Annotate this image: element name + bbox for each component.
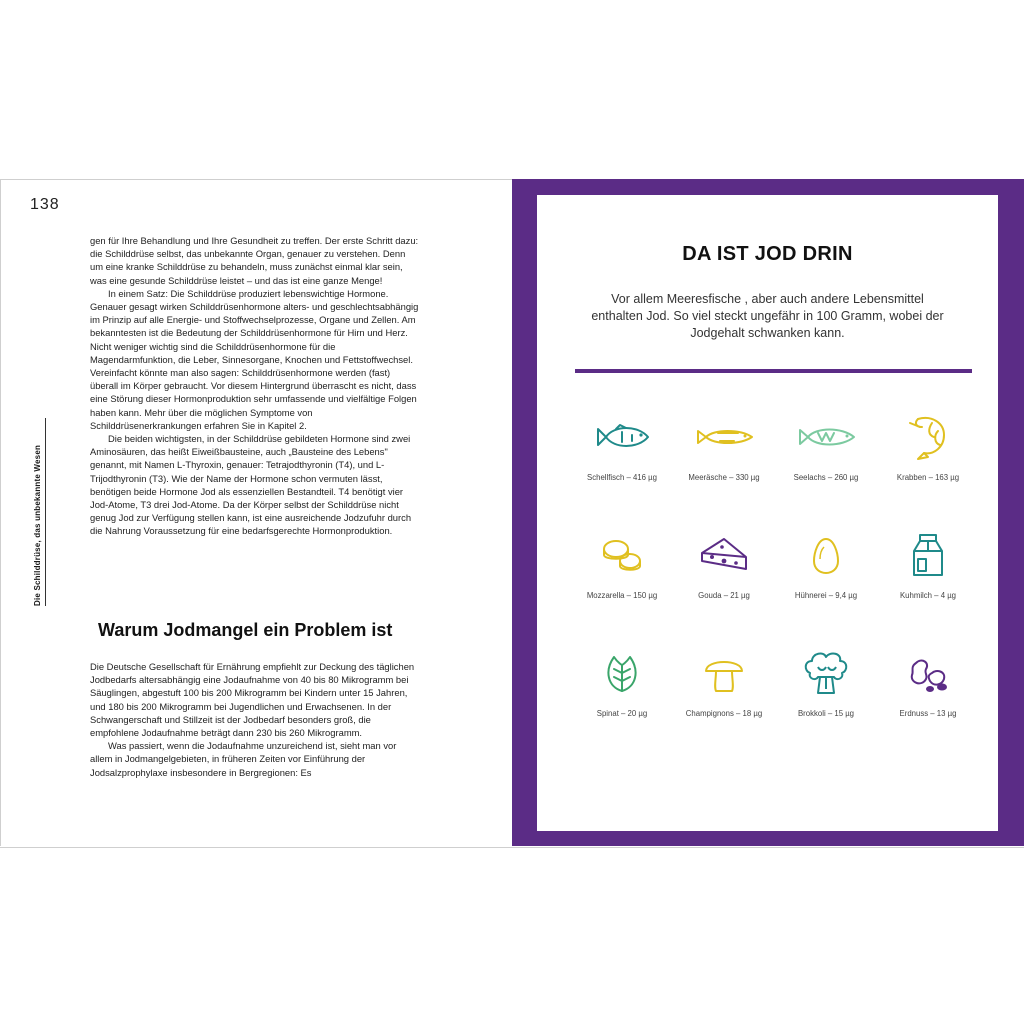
body-text-top <box>90 234 420 538</box>
fish-icon <box>592 413 652 461</box>
mushroom-icon <box>694 649 754 697</box>
mozzarella-icon <box>592 531 652 579</box>
food-label: Krabben – 163 µg <box>896 473 960 482</box>
food-item-gouda <box>679 531 769 600</box>
page-number: 138 <box>30 196 60 213</box>
food-label: Brokkoli – 15 µg <box>797 709 855 718</box>
food-item-spinat <box>577 649 667 718</box>
paragraph: Die Deutsche Gesellschaft für Ernährung empfiehlt zur Deckung des täglichen Jodbedarfs altersabhängig eine Jodaufnahme von 40 bis 80 Mikrogramm bei Säuglingen, abgestuft 100 bis 200 Mikrogramm bei Kindern unter 15 Jahren, und 180 bis 200 Mikrogramm bei Jugendlichen und Erwachsenen. In der Schwangerschaft und Stillzeit ist der Jodbedarf besonders groß, die empfohlene Jodaufnahme beträgt dann 230 bis 260 Mikrogramm. <box>90 661 415 739</box>
milk-carton-icon <box>898 531 958 579</box>
info-box-title: DA IST JOD DRIN <box>682 243 853 265</box>
paragraph: In einem Satz: Die Schilddrüse produziert lebenswichtige Hormone. Genauer gesagt wirken Schilddrüsenhormone alters- und geschlechtsabhängig im Prinzip auf alle Energie- und Stoffwechselprozesse, Organe und Zellen. Am bekanntesten ist die Bedeutung der Schilddrüsenhormone für Hirn und Herz. Nicht weniger wichtig sind die Schilddrüsenhormone für die Magendarmfunktion, die Leber, Sinnesorgane, Knochen und Fettstoffwechsel. Vereinfacht könnte man also sagen: Schilddrüsenhormone werden (fast) überall im Körper gebraucht. Vor diesem Hintergrund überrascht es nicht, dass eine Störung dieser Hormonproduktion sehr umfassende und vielfältige Folgen haben kann. Mehr über die möglichen Symptome von Schilddrüsenerkrankungen erfahren Sie in Kapitel 2. <box>90 287 419 431</box>
spinach-icon <box>592 649 652 697</box>
food-item-mozzarella <box>577 531 667 600</box>
divider <box>575 369 972 373</box>
food-label: Hühnerei – 9,4 µg <box>794 591 858 600</box>
shrimp-icon <box>898 413 958 461</box>
food-item-champignons <box>679 649 769 718</box>
peanut-icon <box>898 649 958 697</box>
fish-icon <box>796 413 856 461</box>
food-label: Schellfisch – 416 µg <box>587 473 657 482</box>
broccoli-icon <box>796 649 856 697</box>
food-item-krabben <box>883 413 973 482</box>
food-item-meeraesche <box>679 413 769 482</box>
food-label: Kuhmilch – 4 µg <box>899 591 957 600</box>
food-label: Meeräsche – 330 µg <box>688 473 760 482</box>
food-item-huehnerei <box>781 531 871 600</box>
food-label: Mozzarella – 150 µg <box>586 591 658 600</box>
paragraph: Was passiert, wenn die Jodaufnahme unzureichend ist, sieht man vor allem in Jodmangelgebieten, in früheren Zeiten vor Einführung der Jodsalzprophylaxe insbesondere in Bergregionen: Es <box>90 740 397 778</box>
cheese-icon <box>694 531 754 579</box>
food-label: Gouda – 21 µg <box>698 591 750 600</box>
food-item-seelachs <box>781 413 871 482</box>
food-label: Seelachs – 260 µg <box>793 473 859 482</box>
paragraph: Die beiden wichtigsten, in der Schilddrüse gebildeten Hormone sind zwei Aminosäuren, das heißt Eiweißbausteine, auch „Bausteine des Lebens" genannt, mit Namen L-Thyroxin, genauer: Tetrajodthyronin (T4), und L-Trijodthyronin (T3). Wie der Name der Hormone schon vermuten lässt, benötigen beide Hormone Jod als essenziellen Bestandteil. T4 benötigt vier Jod-Atome, T3 drei Jod-Atome. Da der Körper selbst der Schilddrüse nicht genug Jod zur Verfügung stellen kann, ist eine ausreichende Jodzufuhr durch die Nahrung Voraussetzung für eine bedarfsgerechte Hormonproduktion. <box>90 433 412 537</box>
running-head: Die Schilddrüse, das unbekannte Wesen <box>32 418 46 606</box>
section-heading: Warum Jodmangel ein Problem ist <box>98 620 393 640</box>
body-text-bottom <box>90 660 420 779</box>
paragraph: gen für Ihre Behandlung und Ihre Gesundheit zu treffen. Der erste Schritt dazu: die Schilddrüse selbst, das unbekannte Organ, genauer zu verstehen. Denn um eine kranke Schilddrüse zu behandeln, muss zunächst einmal klar sein, was eine gesunde Schilddrüse leistet – und das ist eine ganze Menge! <box>90 235 419 286</box>
food-label: Champignons – 18 µg <box>685 709 763 718</box>
food-label: Erdnuss – 13 µg <box>899 709 957 718</box>
food-item-erdnuss <box>883 649 973 718</box>
food-item-brokkoli <box>781 649 871 718</box>
info-box <box>537 195 998 831</box>
food-item-kuhmilch <box>883 531 973 600</box>
fish-icon <box>694 413 754 461</box>
info-box-intro: Vor allem Meeresfische , aber auch andere Lebensmittel enthalten Jod. So viel steckt ungefähr in 100 Gramm, wobei der Jodgehalt schwanken kann. <box>591 292 944 340</box>
egg-icon <box>796 531 856 579</box>
right-page-frame <box>512 179 1024 846</box>
food-label: Spinat – 20 µg <box>596 709 648 718</box>
food-item-schellfisch <box>577 413 667 482</box>
